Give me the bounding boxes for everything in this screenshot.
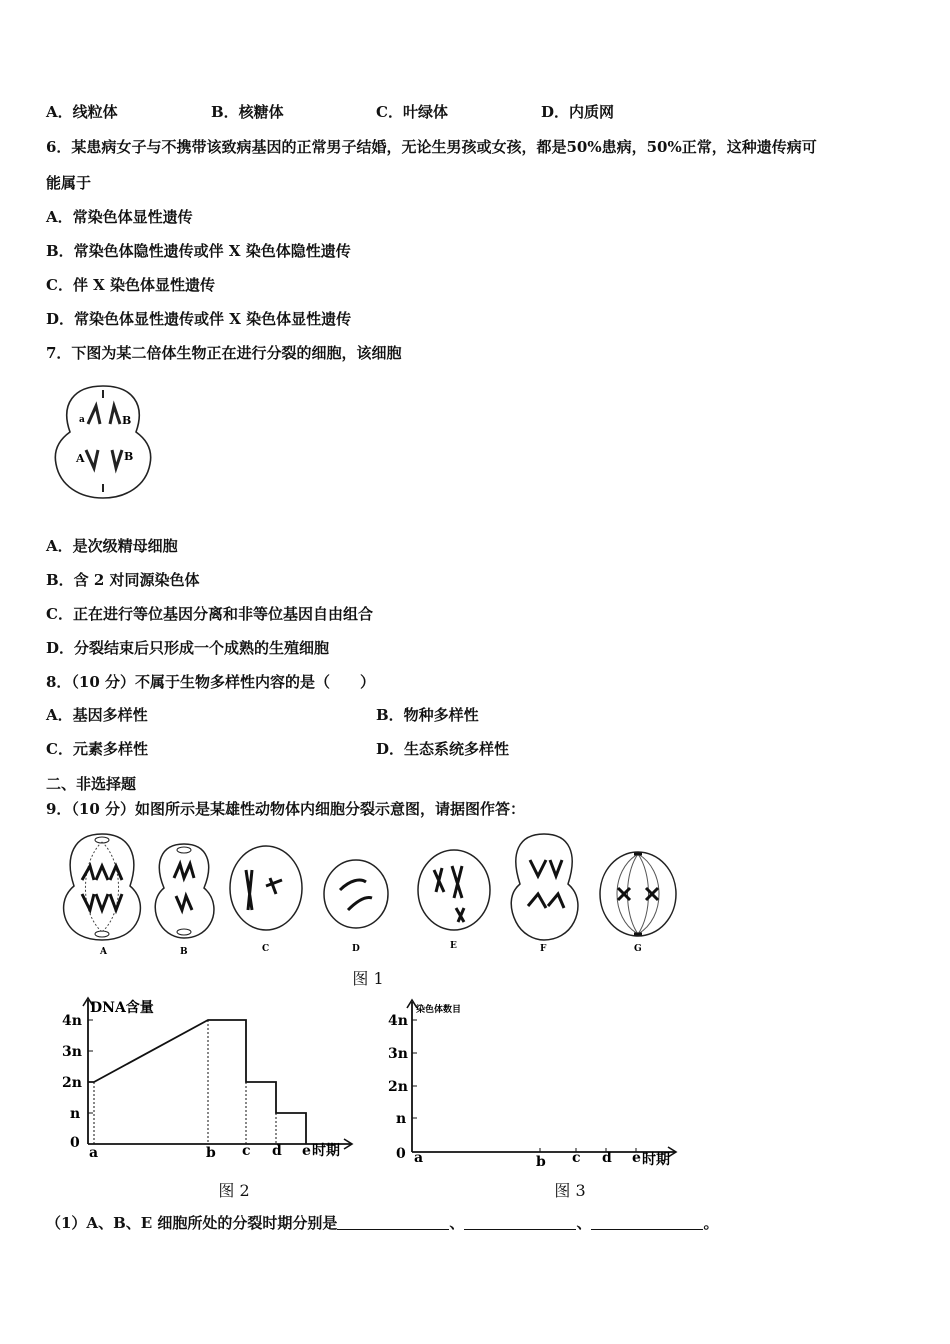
fig3-ytick-0: 0 (396, 1146, 406, 1162)
cell-a (64, 834, 141, 940)
fig2-x-title: 时期 (312, 1143, 340, 1159)
fig2-xtick-c: c (242, 1143, 251, 1159)
q8-option-b: B．物种多样性 (376, 706, 479, 724)
answer-blank-1[interactable] (337, 1213, 449, 1230)
q6-stem-line1: 6．某患病女子与不携带该致病基因的正常男子结婚，无论生男孩或女孩，都是50%患病，50%正常，这种遗传病可 (46, 138, 817, 156)
q6-stem-line2: 能属于 (46, 174, 92, 192)
q9-stem: 9．（10 分）如图所示是某雄性动物体内细胞分裂示意图，请据图作答： (46, 800, 526, 818)
q7-option-d: D．分裂结束后只形成一个成熟的生殖细胞 (46, 639, 330, 657)
fig3-y-title: 染色体数目 (416, 1005, 462, 1015)
q7-cell-diagram (52, 380, 154, 504)
q6-option-d: D．常染色体显性遗传或伴 X 染色体显性遗传 (46, 310, 352, 328)
figure-3-chart (386, 994, 686, 1172)
q9-sub1-sep2: 、 (576, 1214, 592, 1232)
figure-2-caption: 图 2 (218, 1181, 250, 1200)
fig2-ytick-3n: 3n (62, 1044, 82, 1060)
q9-sub1-end: 。 (703, 1214, 719, 1232)
fig3-xtick-e: e (632, 1150, 641, 1166)
fig3-xtick-b: b (536, 1154, 546, 1170)
q5-option-c: C．叶绿体 (376, 103, 448, 121)
fig2-xtick-e: e (302, 1143, 311, 1159)
q9-sub1-text: （1）A、B、E 细胞所处的分裂时期分别是 (46, 1214, 338, 1232)
figure-2-chart (56, 992, 366, 1164)
fig3-xtick-a: a (414, 1150, 424, 1166)
cell-c (230, 846, 302, 930)
q8-stem: 8．（10 分）不属于生物多样性内容的是（ ） (46, 673, 376, 691)
cell-label-b-upper: B (122, 414, 132, 427)
figure-1-cells (60, 830, 680, 958)
fig3-ytick-4n: 4n (388, 1013, 408, 1029)
cell-f (511, 834, 578, 940)
q7-option-c: C．正在进行等位基因分离和非等位基因自由组合 (46, 605, 373, 623)
fig1-label-a: A (100, 947, 107, 957)
fig1-label-c: C (262, 944, 270, 954)
fig2-ytick-2n: 2n (62, 1075, 82, 1091)
q7-option-a: A．是次级精母细胞 (46, 537, 178, 555)
fig3-ytick-2n: 2n (388, 1079, 408, 1095)
fig1-label-b: B (180, 947, 188, 957)
fig3-xtick-c: c (572, 1150, 581, 1166)
q5-option-a: A．线粒体 (46, 103, 118, 121)
fig1-label-e: E (450, 941, 457, 951)
cell-g (600, 852, 676, 936)
cell-label-a-lower: A (76, 452, 85, 465)
fig2-xtick-d: d (272, 1143, 282, 1159)
fig1-label-d: D (352, 944, 360, 954)
fig2-xtick-a: a (89, 1145, 99, 1161)
figure-1-caption: 图 1 (352, 969, 384, 988)
fig3-xtick-d: d (602, 1150, 612, 1166)
fig3-ytick-n: n (396, 1111, 407, 1127)
q9-sub1 (46, 1213, 718, 1233)
q6-option-a: A．常染色体显性遗传 (46, 208, 193, 226)
figure-3-caption: 图 3 (554, 1181, 586, 1200)
fig2-xtick-b: b (206, 1145, 216, 1161)
fig1-label-g: G (634, 944, 642, 954)
section-title: 二、非选择题 (46, 775, 137, 793)
fig2-ytick-4n: 4n (62, 1013, 82, 1029)
q6-option-c: C．伴 X 染色体显性遗传 (46, 276, 216, 294)
q8-option-a: A．基因多样性 (46, 706, 148, 724)
fig2-ytick-n: n (70, 1106, 81, 1122)
cell-b (155, 844, 214, 938)
fig1-label-f: F (540, 944, 547, 954)
fig2-y-title: DNA含量 (90, 1000, 154, 1016)
fig2-ytick-0: 0 (70, 1135, 80, 1151)
q8-option-c: C．元素多样性 (46, 740, 148, 758)
cell-e (418, 850, 490, 930)
cell-label-b-lower: B (124, 450, 134, 463)
q7-stem: 7．下图为某二倍体生物正在进行分裂的细胞，该细胞 (46, 344, 402, 362)
q5-option-d: D．内质网 (541, 103, 615, 121)
cell-label-a-small: a (79, 415, 85, 425)
q6-option-b: B．常染色体隐性遗传或伴 X 染色体隐性遗传 (46, 242, 351, 260)
q9-sub1-sep1: 、 (449, 1214, 465, 1232)
q7-option-b: B．含 2 对同源染色体 (46, 571, 200, 589)
fig3-x-title: 时期 (642, 1152, 670, 1168)
answer-blank-2[interactable] (464, 1213, 576, 1230)
q5-option-b: B．核糖体 (211, 103, 284, 121)
fig3-ytick-3n: 3n (388, 1046, 408, 1062)
answer-blank-3[interactable] (591, 1213, 703, 1230)
cell-d (324, 860, 388, 928)
q8-option-d: D．生态系统多样性 (376, 740, 510, 758)
